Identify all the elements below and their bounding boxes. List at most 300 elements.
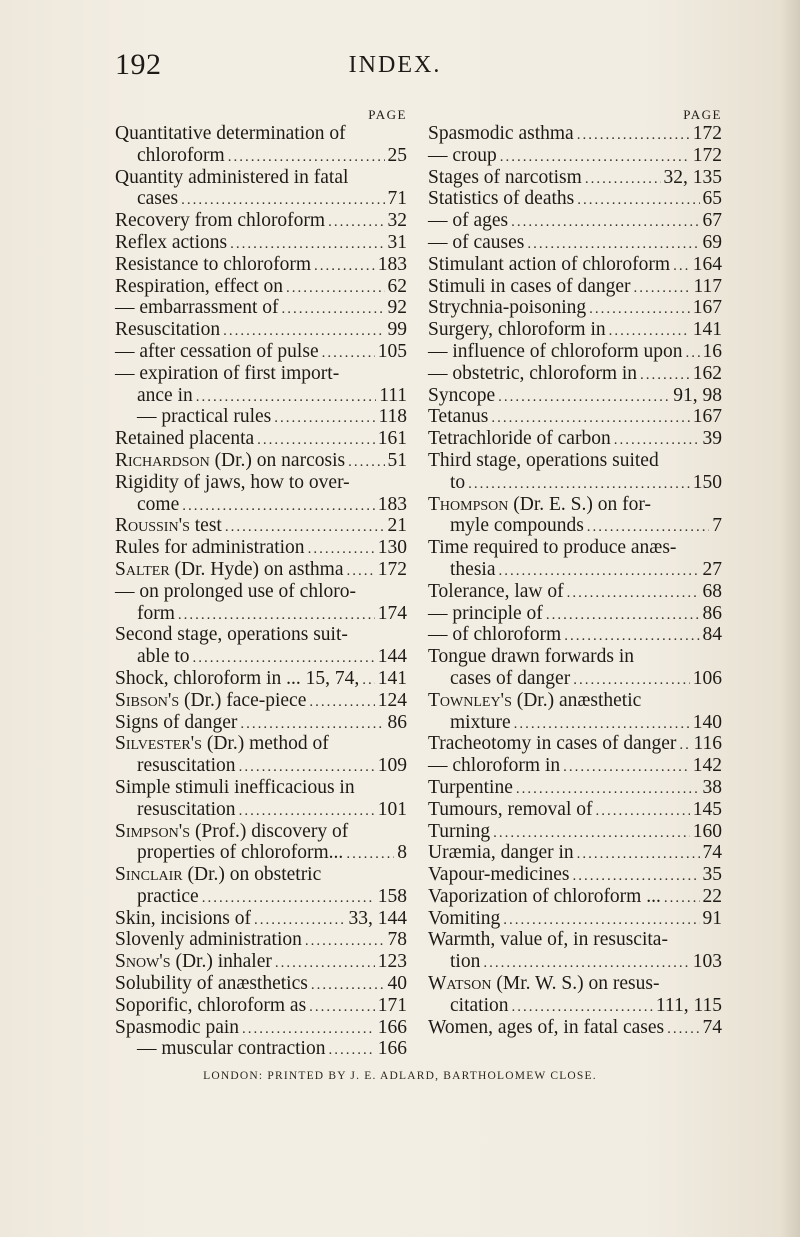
index-entry bbox=[428, 603, 722, 625]
index-entry bbox=[428, 559, 722, 581]
dot-leader bbox=[468, 474, 690, 496]
entry-term: Tumours, removal of bbox=[428, 798, 593, 820]
entry-term: cases bbox=[137, 188, 179, 210]
index-entry bbox=[428, 821, 722, 843]
dot-leader bbox=[587, 517, 709, 539]
entry-term: Tolerance, law of bbox=[428, 580, 564, 602]
index-entry bbox=[115, 1038, 407, 1060]
entry-term: Turpentine bbox=[428, 776, 513, 798]
entry-term: — croup bbox=[428, 144, 497, 166]
running-head: INDEX. bbox=[348, 52, 442, 78]
entry-page-ref: 111, 115 bbox=[655, 994, 722, 1016]
index-entry bbox=[428, 1017, 722, 1039]
entry-term: Resistance to chloroform bbox=[115, 253, 312, 275]
entry-term: Resuscitation bbox=[115, 319, 221, 341]
entry-term: practice bbox=[137, 885, 199, 907]
entry-term: Tetanus bbox=[428, 406, 489, 428]
entry-page-ref: 51 bbox=[387, 449, 407, 471]
dot-leader bbox=[328, 1040, 374, 1062]
dot-leader bbox=[589, 299, 690, 321]
dot-leader bbox=[640, 365, 690, 387]
entry-page-ref: 167 bbox=[692, 406, 722, 428]
entry-term: ance in bbox=[137, 384, 193, 406]
index-entry bbox=[428, 581, 722, 603]
entry-term: Stages of narcotism bbox=[428, 166, 582, 188]
index-entry bbox=[428, 319, 722, 341]
index-entry bbox=[115, 254, 407, 276]
entry-term: — practical rules bbox=[137, 406, 272, 428]
entry-page-ref: 74 bbox=[702, 842, 722, 864]
dot-leader bbox=[527, 234, 699, 256]
index-entry bbox=[428, 428, 722, 450]
entry-page-ref: 35 bbox=[702, 864, 722, 886]
index-entry bbox=[115, 559, 407, 581]
entry-term: — of chloroform bbox=[428, 624, 562, 646]
index-entry bbox=[115, 537, 407, 559]
entry-term: mixture bbox=[450, 711, 511, 733]
index-entry bbox=[428, 777, 722, 799]
entry-page-ref: 117 bbox=[693, 275, 722, 297]
dot-leader bbox=[202, 888, 375, 910]
index-entry bbox=[115, 603, 407, 625]
dot-leader bbox=[673, 256, 690, 278]
index-entry bbox=[115, 385, 407, 407]
entry-term: Richardson (Dr.) on narcosis bbox=[115, 449, 346, 471]
entry-term: — obstetric, chloroform in bbox=[428, 362, 638, 384]
index-entry bbox=[115, 210, 407, 232]
entry-page-ref: 69 bbox=[702, 231, 722, 253]
entry-page-ref: 38 bbox=[702, 776, 722, 798]
index-entry bbox=[428, 908, 722, 930]
entry-page-ref: 62 bbox=[387, 275, 407, 297]
dot-leader bbox=[567, 583, 700, 605]
entry-term: Spasmodic asthma bbox=[428, 123, 574, 144]
dot-leader bbox=[193, 648, 375, 670]
entry-term: Roussin's test bbox=[115, 515, 222, 537]
entry-term: Quantitative determination of bbox=[115, 123, 346, 144]
index-entry bbox=[428, 188, 722, 210]
index-entry bbox=[428, 886, 722, 908]
dot-leader bbox=[634, 278, 691, 300]
dot-leader bbox=[573, 670, 690, 692]
index-entry bbox=[428, 210, 722, 232]
entry-term: Turning bbox=[428, 820, 491, 842]
index-entry bbox=[428, 995, 722, 1017]
entry-term: Watson (Mr. W. S.) on resus- bbox=[428, 973, 660, 995]
entry-term: Strychnia-poisoning bbox=[428, 297, 587, 319]
index-entry bbox=[428, 624, 722, 646]
entry-term: Sibson's (Dr.) face-piece bbox=[115, 689, 307, 711]
page-edge-shadow bbox=[780, 0, 800, 1237]
entry-page-ref: 84 bbox=[702, 624, 722, 646]
entry-term: Women, ages of, in fatal cases bbox=[428, 1016, 665, 1038]
column-page-label: PAGE bbox=[683, 107, 722, 122]
entry-term: Uræmia, danger in bbox=[428, 842, 574, 864]
dot-leader bbox=[314, 256, 375, 278]
printer-imprint: LONDON: PRINTED BY J. E. ADLARD, BARTHOLOMEW CLOSE. bbox=[203, 1070, 597, 1082]
index-entry bbox=[115, 668, 407, 690]
index-entry bbox=[115, 494, 407, 516]
entry-page-ref: 68 bbox=[702, 580, 722, 602]
index-entry bbox=[115, 428, 407, 450]
entry-page-ref: 91 bbox=[702, 907, 722, 929]
entry-term: Skin, incisions of bbox=[115, 907, 251, 929]
entry-term: come bbox=[137, 493, 180, 515]
index-entry bbox=[428, 712, 722, 734]
dot-leader bbox=[257, 430, 375, 452]
entry-page-ref: 86 bbox=[702, 602, 722, 624]
index-entry bbox=[428, 690, 722, 712]
index-entry bbox=[115, 232, 407, 254]
entry-term: form bbox=[137, 602, 175, 624]
dot-leader bbox=[564, 626, 699, 648]
entry-page-ref: 141 bbox=[377, 667, 407, 689]
dot-leader bbox=[498, 387, 670, 409]
entry-term: Respiration, effect on bbox=[115, 275, 284, 297]
index-entry bbox=[428, 864, 722, 886]
entry-page-ref: 172 bbox=[692, 144, 722, 166]
dot-leader bbox=[225, 517, 385, 539]
index-entry bbox=[115, 973, 407, 995]
entry-page-ref: 141 bbox=[692, 319, 722, 341]
entry-term: Thompson (Dr. E. S.) on for- bbox=[428, 493, 651, 515]
index-entry bbox=[115, 123, 407, 145]
index-entry bbox=[115, 145, 407, 167]
entry-term: — muscular contraction bbox=[137, 1038, 326, 1060]
entry-term: Tracheotomy in cases of danger bbox=[428, 733, 677, 755]
dot-leader bbox=[686, 343, 700, 365]
index-entry bbox=[115, 842, 407, 864]
index-entry bbox=[428, 232, 722, 254]
index-entry bbox=[428, 297, 722, 319]
entry-page-ref: 142 bbox=[692, 755, 722, 777]
dot-leader bbox=[328, 212, 384, 234]
index-entry bbox=[428, 167, 722, 189]
entry-page-ref: 166 bbox=[377, 1016, 407, 1038]
index-entry bbox=[115, 450, 407, 472]
entry-term: Recovery from chloroform bbox=[115, 210, 326, 232]
dot-leader bbox=[322, 343, 375, 365]
entry-page-ref: 103 bbox=[692, 951, 722, 973]
dot-leader bbox=[577, 844, 700, 866]
entry-term: Simpson's (Prof.) discovery of bbox=[115, 820, 349, 842]
dot-leader bbox=[309, 692, 374, 714]
dot-leader bbox=[223, 321, 384, 343]
entry-term: thesia bbox=[450, 558, 496, 580]
entry-page-ref: 145 bbox=[692, 798, 722, 820]
entry-page-ref: 116 bbox=[693, 733, 722, 755]
index-entry bbox=[115, 167, 407, 189]
dot-leader bbox=[572, 866, 699, 888]
entry-page-ref: 101 bbox=[377, 798, 407, 820]
dot-leader bbox=[305, 931, 385, 953]
entry-term: — after cessation of pulse bbox=[115, 340, 319, 362]
index-entry bbox=[428, 951, 722, 973]
column-page-label: PAGE bbox=[368, 107, 407, 122]
index-entry bbox=[115, 995, 407, 1017]
index-entry bbox=[428, 515, 722, 537]
dot-leader bbox=[309, 997, 375, 1019]
index-column-right bbox=[428, 106, 722, 1038]
index-entry bbox=[115, 886, 407, 908]
entry-page-ref: 105 bbox=[377, 340, 407, 362]
entry-term: myle compounds bbox=[450, 515, 584, 537]
index-entry bbox=[115, 581, 407, 603]
entry-list bbox=[428, 123, 722, 1038]
dot-leader bbox=[585, 169, 661, 191]
dot-leader bbox=[516, 779, 700, 801]
entry-term: Warmth, value of, in resuscita- bbox=[428, 929, 668, 951]
entry-term: Spasmodic pain bbox=[115, 1016, 240, 1038]
page-number: 192 bbox=[115, 48, 162, 81]
index-entry bbox=[115, 472, 407, 494]
index-entry bbox=[115, 733, 407, 755]
dot-leader bbox=[346, 844, 394, 866]
entry-page-ref: 140 bbox=[692, 711, 722, 733]
entry-page-ref: 160 bbox=[692, 820, 722, 842]
index-entry bbox=[115, 319, 407, 341]
dot-leader bbox=[498, 561, 699, 583]
entry-page-ref: 39 bbox=[702, 428, 722, 450]
dot-leader bbox=[275, 953, 375, 975]
entry-page-ref: 171 bbox=[377, 994, 407, 1016]
entry-list bbox=[115, 123, 407, 1060]
index-entry bbox=[115, 406, 407, 428]
entry-term: citation bbox=[450, 994, 509, 1016]
entry-term: Quantity administered in fatal bbox=[115, 166, 349, 188]
dot-leader bbox=[282, 299, 385, 321]
entry-term: Silvester's (Dr.) method of bbox=[115, 733, 329, 755]
entry-page-ref: 172 bbox=[377, 558, 407, 580]
index-entry bbox=[428, 145, 722, 167]
entry-page-ref: 167 bbox=[692, 297, 722, 319]
entry-term: Slovenly administration bbox=[115, 929, 302, 951]
entry-page-ref: 31 bbox=[387, 231, 407, 253]
entry-page-ref: 92 bbox=[387, 297, 407, 319]
dot-leader bbox=[493, 823, 690, 845]
index-entry bbox=[428, 450, 722, 472]
entry-page-ref: 99 bbox=[387, 319, 407, 341]
dot-leader bbox=[679, 735, 690, 757]
index-entry bbox=[115, 363, 407, 385]
index-entry bbox=[115, 755, 407, 777]
entry-term: tion bbox=[450, 951, 481, 973]
entry-term: able to bbox=[137, 646, 190, 668]
index-entry bbox=[115, 341, 407, 363]
index-entry bbox=[428, 494, 722, 516]
entry-term: Tetrachloride of carbon bbox=[428, 428, 611, 450]
entry-term: Statistics of deaths bbox=[428, 188, 575, 210]
entry-term: — embarrassment of bbox=[115, 297, 279, 319]
index-entry bbox=[428, 755, 722, 777]
entry-term: Reflex actions bbox=[115, 231, 228, 253]
dot-leader bbox=[274, 408, 375, 430]
dot-leader bbox=[577, 190, 699, 212]
entry-page-ref: 86 bbox=[387, 711, 407, 733]
entry-term: Snow's (Dr.) inhaler bbox=[115, 951, 272, 973]
index-entry bbox=[115, 188, 407, 210]
index-entry bbox=[428, 385, 722, 407]
entry-page-ref: 174 bbox=[377, 602, 407, 624]
index-entry bbox=[115, 646, 407, 668]
entry-term: Retained placenta bbox=[115, 428, 255, 450]
dot-leader bbox=[500, 147, 690, 169]
entry-page-ref: 106 bbox=[692, 667, 722, 689]
dot-leader bbox=[362, 670, 374, 692]
index-entry bbox=[115, 712, 407, 734]
dot-leader bbox=[230, 234, 384, 256]
dot-leader bbox=[240, 714, 384, 736]
entry-page-ref: 172 bbox=[692, 123, 722, 144]
entry-page-ref: 74 bbox=[702, 1016, 722, 1038]
dot-leader bbox=[664, 888, 700, 910]
entry-term: resuscitation bbox=[137, 755, 236, 777]
dot-leader bbox=[667, 1019, 699, 1041]
entry-term: properties of chloroform... bbox=[137, 842, 344, 864]
entry-page-ref: 158 bbox=[377, 885, 407, 907]
index-entry bbox=[428, 363, 722, 385]
dot-leader bbox=[511, 997, 652, 1019]
entry-page-ref: 8 bbox=[397, 842, 407, 864]
entry-page-ref: 161 bbox=[377, 428, 407, 450]
entry-term: Simple stimuli inefficacious in bbox=[115, 776, 355, 798]
index-entry bbox=[428, 254, 722, 276]
index-entry bbox=[115, 821, 407, 843]
index-entry bbox=[428, 406, 722, 428]
entry-page-ref: 162 bbox=[692, 362, 722, 384]
index-entry bbox=[428, 537, 722, 559]
index-entry bbox=[115, 624, 407, 646]
dot-leader bbox=[348, 452, 384, 474]
entry-page-ref: 118 bbox=[378, 406, 407, 428]
dot-leader bbox=[254, 910, 346, 932]
entry-page-ref: 25 bbox=[387, 144, 407, 166]
index-entry bbox=[428, 733, 722, 755]
entry-page-ref: 166 bbox=[377, 1038, 407, 1060]
index-entry bbox=[428, 472, 722, 494]
entry-page-ref: 111 bbox=[379, 384, 407, 406]
entry-term: Rules for administration bbox=[115, 537, 305, 559]
entry-term: Signs of danger bbox=[115, 711, 238, 733]
index-entry bbox=[428, 646, 722, 668]
entry-term: chloroform bbox=[137, 144, 225, 166]
entry-term: Time required to produce anæs- bbox=[428, 537, 677, 559]
entry-page-ref: 124 bbox=[377, 689, 407, 711]
entry-page-ref: 123 bbox=[377, 951, 407, 973]
entry-page-ref: 65 bbox=[702, 188, 722, 210]
entry-page-ref: 144 bbox=[377, 646, 407, 668]
index-entry bbox=[115, 297, 407, 319]
entry-term: Stimulant action of chloroform bbox=[428, 253, 671, 275]
entry-page-ref: 32, 135 bbox=[663, 166, 722, 188]
entry-term: Solubility of anæsthetics bbox=[115, 973, 308, 995]
page-header bbox=[115, 48, 675, 88]
dot-leader bbox=[239, 757, 375, 779]
dot-leader bbox=[308, 539, 375, 561]
index-entry bbox=[428, 668, 722, 690]
entry-page-ref: 22 bbox=[702, 885, 722, 907]
entry-term: Vapour-medicines bbox=[428, 864, 570, 886]
index-entry bbox=[115, 777, 407, 799]
entry-page-ref: 183 bbox=[377, 493, 407, 515]
entry-term: Stimuli in cases of danger bbox=[428, 275, 631, 297]
dot-leader bbox=[178, 605, 375, 627]
dot-leader bbox=[577, 125, 690, 147]
dot-leader bbox=[511, 212, 699, 234]
entry-page-ref: 7 bbox=[712, 515, 722, 537]
entry-term: Second stage, operations suit- bbox=[115, 624, 348, 646]
entry-page-ref: 130 bbox=[377, 537, 407, 559]
index-entry bbox=[115, 276, 407, 298]
entry-page-ref: 32 bbox=[387, 210, 407, 232]
dot-leader bbox=[182, 496, 375, 518]
dot-leader bbox=[514, 714, 690, 736]
dot-leader bbox=[491, 408, 689, 430]
entry-page-ref: 16 bbox=[702, 340, 722, 362]
entry-term: — of causes bbox=[428, 231, 525, 253]
dot-leader bbox=[228, 147, 385, 169]
index-entry bbox=[115, 908, 407, 930]
dot-leader bbox=[196, 387, 376, 409]
entry-term: resuscitation bbox=[137, 798, 236, 820]
entry-term: — influence of chloroform upon bbox=[428, 340, 683, 362]
dot-leader bbox=[595, 801, 689, 823]
dot-leader bbox=[546, 605, 700, 627]
entry-page-ref: 91, 98 bbox=[673, 384, 722, 406]
dot-leader bbox=[242, 1019, 375, 1041]
entry-term: Salter (Dr. Hyde) on asthma bbox=[115, 558, 344, 580]
dot-leader bbox=[483, 953, 689, 975]
entry-term: Shock, chloroform in ... 15, 74, bbox=[115, 667, 360, 689]
entry-term: Soporific, chloroform as bbox=[115, 994, 307, 1016]
dot-leader bbox=[239, 801, 375, 823]
entry-page-ref: 67 bbox=[702, 210, 722, 232]
index-entry bbox=[428, 123, 722, 145]
entry-term: Syncope bbox=[428, 384, 496, 406]
index-entry bbox=[428, 799, 722, 821]
entry-page-ref: 40 bbox=[387, 973, 407, 995]
entry-term: — principle of bbox=[428, 602, 543, 624]
dot-leader bbox=[286, 278, 384, 300]
entry-term: Townley's (Dr.) anæsthetic bbox=[428, 689, 642, 711]
index-entry bbox=[428, 341, 722, 363]
entry-page-ref: 150 bbox=[692, 471, 722, 493]
dot-leader bbox=[563, 757, 690, 779]
index-entry bbox=[115, 1017, 407, 1039]
entry-page-ref: 78 bbox=[387, 929, 407, 951]
entry-term: cases of danger bbox=[450, 667, 571, 689]
entry-page-ref: 183 bbox=[377, 253, 407, 275]
entry-term: — chloroform in bbox=[428, 755, 561, 777]
entry-page-ref: 21 bbox=[387, 515, 407, 537]
entry-page-ref: 33, 144 bbox=[348, 907, 407, 929]
entry-term: Tongue drawn forwards in bbox=[428, 646, 635, 668]
entry-term: Sinclair (Dr.) on obstetric bbox=[115, 864, 322, 886]
dot-leader bbox=[609, 321, 690, 343]
index-entry bbox=[428, 973, 722, 995]
entry-page-ref: 27 bbox=[702, 558, 722, 580]
entry-term: Third stage, operations suited bbox=[428, 449, 659, 471]
index-entry bbox=[428, 276, 722, 298]
entry-term: Surgery, chloroform in bbox=[428, 319, 606, 341]
entry-term: Vaporization of chloroform ... bbox=[428, 885, 661, 907]
index-entry bbox=[428, 929, 722, 951]
entry-term: Vomiting bbox=[428, 907, 501, 929]
entry-term: — of ages bbox=[428, 210, 509, 232]
entry-page-ref: 71 bbox=[387, 188, 407, 210]
entry-term: to bbox=[450, 471, 466, 493]
entry-page-ref: 109 bbox=[377, 755, 407, 777]
